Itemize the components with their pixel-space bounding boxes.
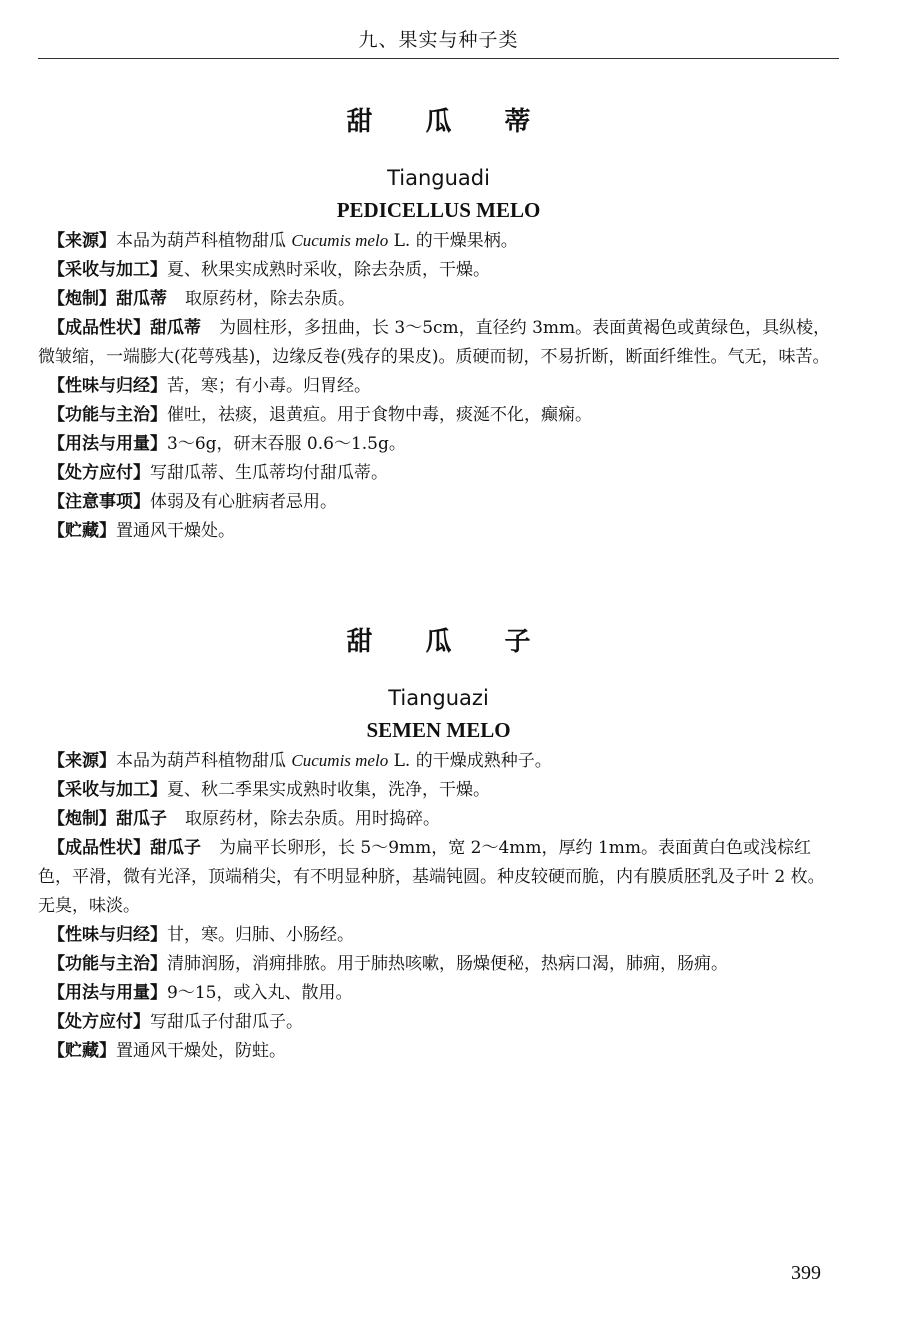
- entry-property: 【性味与归经】苦，寒；有小毒。归胃经。: [48, 376, 371, 396]
- entry-dosage: 【用法与用量】9～15，或入丸、散用。: [48, 983, 353, 1003]
- entry-harvest: 【采收与加工】夏、秋果实成熟时采收，除去杂质，干燥。: [48, 260, 490, 280]
- monograph-latin-name: PEDICELLUS MELO: [336, 198, 541, 222]
- entry-function: 【功能与主治】催吐，祛痰，退黄疸。用于食物中毒，痰涎不化，癫痫。: [48, 405, 592, 425]
- entry-storage: 【贮藏】置通风干燥处。: [48, 521, 235, 541]
- monograph-pinyin: Tianguadi: [387, 166, 490, 190]
- page-number: 399: [791, 1262, 821, 1284]
- monograph-pinyin: Tianguazi: [388, 686, 489, 710]
- monograph-tianguazi: [38, 622, 839, 1066]
- entry-function: 【功能与主治】清肺润肠，消痈排脓。用于肺热咳嗽，肠燥便秘，热病口渴，肺痈，肠痈。: [48, 954, 728, 974]
- entry-description: 【成品性状】甜瓜蒂 为圆柱形，多扭曲，长 3～5cm，直径约 3mm。表面黄褐色或黄绿色，具纵棱，微皱缩，一端膨大(花萼残基)，边缘反卷(残存的果皮)。质硬而韧，不易折断，断面纤维性。气无，味苦。: [38, 318, 831, 367]
- entry-source: 【来源】本品为葫芦科植物甜瓜 Cucumis melo L. 的干燥果柄。: [48, 231, 518, 251]
- monograph-tianguadi: [38, 102, 839, 546]
- entry-prescription: 【处方应付】写甜瓜子付甜瓜子。: [48, 1012, 303, 1032]
- entry-precaution: 【注意事项】体弱及有心脏病者忌用。: [48, 492, 337, 512]
- entry-description: 【成品性状】甜瓜子 为扁平长卵形，长 5～9mm，宽 2～4mm，厚约 1mm。表面黄白色或浅棕红色，平滑，微有光泽，顶端稍尖，有不明显种脐，基端钝圆。种皮较硬而脆，内有膜质胚乳及子叶 2 枚。无臭，味淡。: [38, 838, 825, 916]
- entry-storage: 【贮藏】置通风干燥处，防蛀。: [48, 1041, 286, 1061]
- monograph-title: 甜 瓜 子: [346, 627, 553, 657]
- entry-property: 【性味与归经】甘，寒。归肺、小肠经。: [48, 925, 354, 945]
- running-header: [38, 22, 839, 59]
- entry-source: 【来源】本品为葫芦科植物甜瓜 Cucumis melo L. 的干燥成熟种子。: [48, 751, 552, 771]
- chapter-title: 九、果实与种子类: [358, 29, 519, 51]
- monograph-latin-name: SEMEN MELO: [366, 718, 511, 742]
- entry-processing: 【炮制】甜瓜蒂 取原药材，除去杂质。: [48, 289, 355, 309]
- entry-processing: 【炮制】甜瓜子 取原药材，除去杂质。用时捣碎。: [48, 809, 440, 829]
- entry-harvest: 【采收与加工】夏、秋二季果实成熟时收集，洗净，干燥。: [48, 780, 490, 800]
- entry-dosage: 【用法与用量】3～6g，研末吞服 0.6～1.5g。: [48, 434, 406, 454]
- entry-prescription: 【处方应付】写甜瓜蒂、生瓜蒂均付甜瓜蒂。: [48, 463, 388, 483]
- monograph-title: 甜 瓜 蒂: [346, 107, 553, 137]
